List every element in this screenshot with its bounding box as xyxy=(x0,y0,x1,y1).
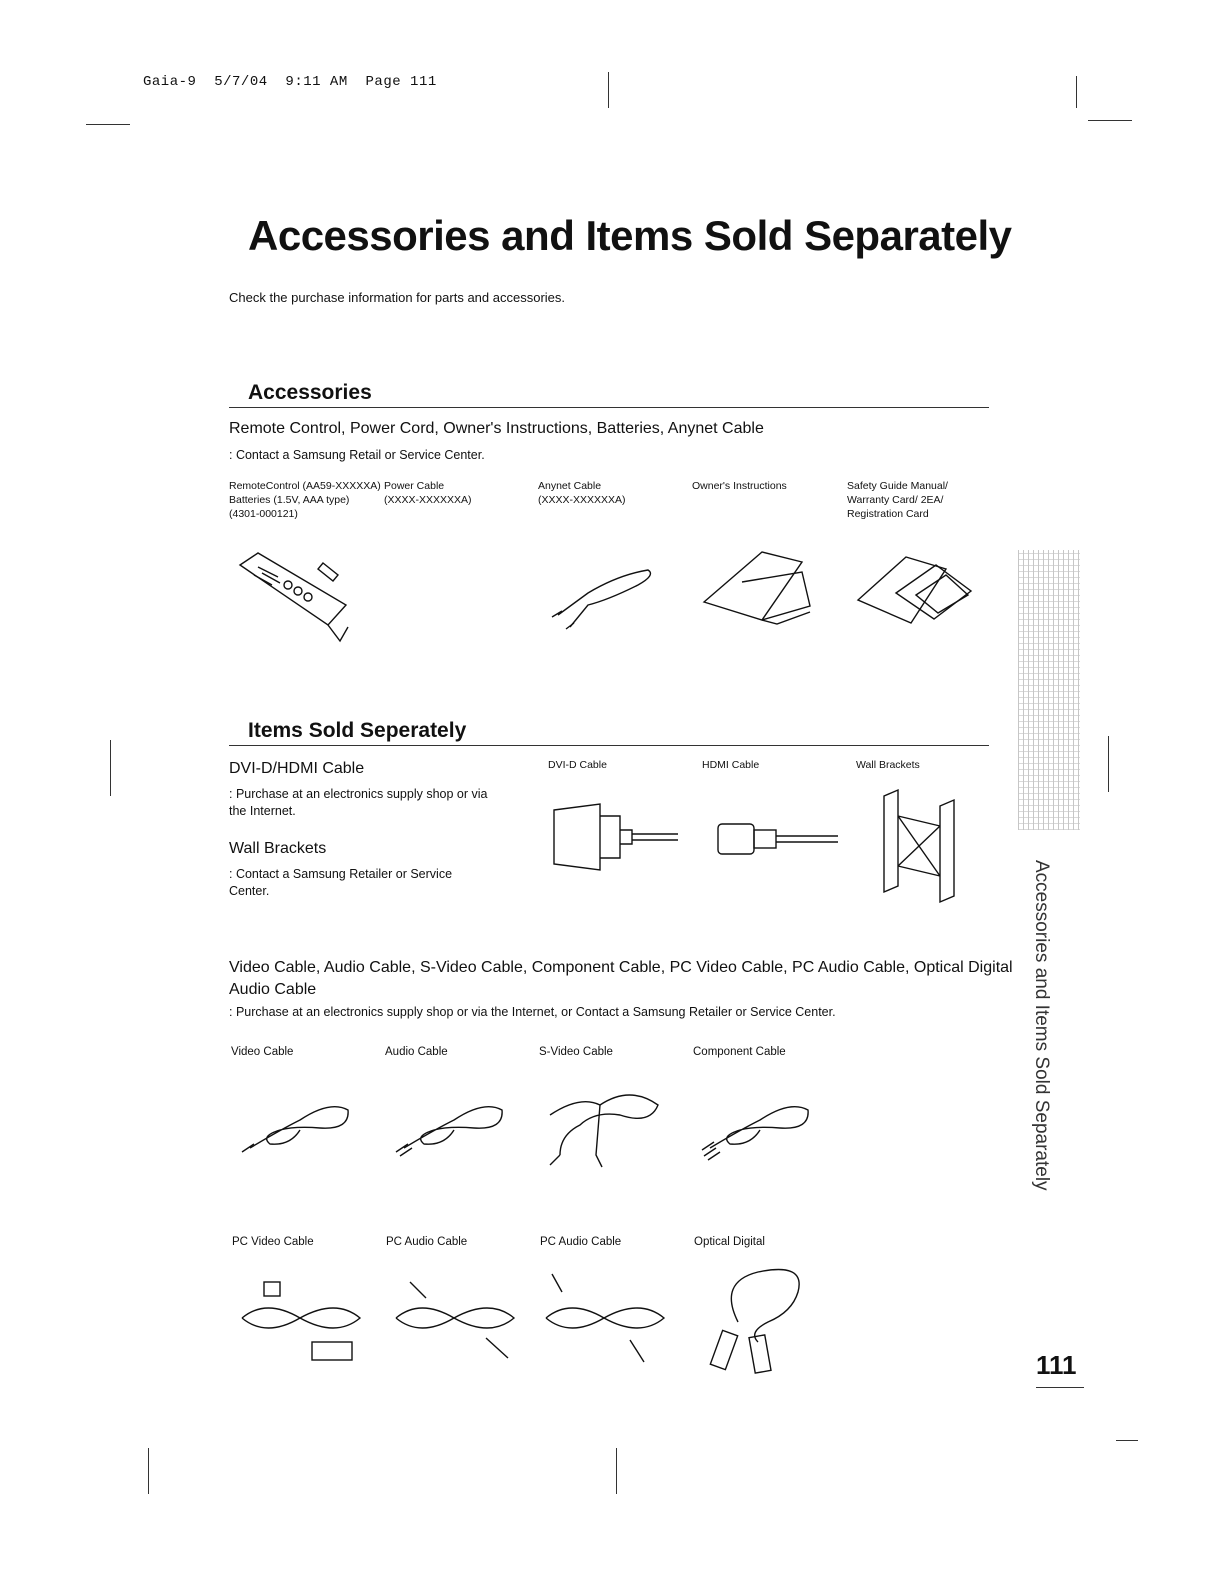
dvi-cable-label: DVI-D Cable xyxy=(548,759,607,771)
pc-audio-cable-icon xyxy=(390,1278,520,1368)
video-cable-icon xyxy=(240,1090,360,1160)
crop-mark xyxy=(1076,76,1077,108)
page-subtitle: Check the purchase information for parts and accessories. xyxy=(229,290,566,305)
anynet-cable-label: Anynet Cable (XXXX-XXXXXXA) xyxy=(538,480,626,506)
accessories-heading: Accessories xyxy=(248,381,372,404)
cables-note: : Purchase at an electronics supply shop or via the Internet, or Contact a Samsung Retailer or Service Center. xyxy=(229,1005,836,1019)
owners-instructions-label: Owner's Instructions xyxy=(692,480,787,492)
crop-mark xyxy=(110,740,111,796)
safety-guide-label: Safety Guide Manual/ Warranty Card/ 2EA/ Registration Card xyxy=(847,480,948,520)
crop-mark xyxy=(86,124,130,125)
optical-digital-label: Optical Digital xyxy=(694,1236,765,1248)
page-number-underline xyxy=(1036,1387,1084,1388)
audio-cable-icon xyxy=(394,1090,514,1160)
crop-mark xyxy=(616,1448,617,1494)
items-sold-heading: Items Sold Seperately xyxy=(248,719,467,742)
crop-mark xyxy=(1116,1440,1138,1441)
s-video-cable-label: S-Video Cable xyxy=(539,1046,613,1058)
cards-icon xyxy=(856,555,976,630)
accessories-description: Remote Control, Power Cord, Owner's Instructions, Batteries, Anynet Cable xyxy=(229,420,764,437)
wall-brackets-note: : Contact a Samsung Retailer or Service Center. xyxy=(229,867,453,898)
pc-audio-cable-label: PC Audio Cable xyxy=(386,1236,468,1248)
anynet-cable-icon xyxy=(548,555,658,635)
power-cable-label: Power Cable (XXXX-XXXXXXA) xyxy=(384,480,472,506)
audio-cable-label: Audio Cable xyxy=(385,1046,448,1058)
print-header: Gaia-9 5/7/04 9:11 AM Page 111 xyxy=(143,74,437,90)
crop-mark xyxy=(1108,736,1109,792)
component-cable-icon xyxy=(700,1090,820,1160)
video-cable-label: Video Cable xyxy=(231,1046,294,1058)
accessories-note: : Contact a Samsung Retail or Service Center. xyxy=(229,448,485,462)
crop-mark xyxy=(148,1448,149,1494)
dvi-hdmi-title: DVI-D/HDMI Cable xyxy=(229,760,365,777)
page-title: Accessories and Items Sold Separately xyxy=(248,212,1012,259)
cables-description: Video Cable, Audio Cable, S-Video Cable, Component Cable, PC Video Cable, PC Audio Cable, Optical Digital Audio Cable xyxy=(229,959,1013,998)
accessories-divider xyxy=(229,407,989,408)
remote-control-label: RemoteControl (AA59-XXXXXA) Batteries (1.5V, AAA type) (4301-000121) xyxy=(229,480,381,520)
optical-digital-cable-icon xyxy=(708,1262,818,1377)
dvi-cable-icon xyxy=(550,800,680,875)
page-number: 111 xyxy=(1036,1350,1077,1380)
wall-brackets-title: Wall Brackets xyxy=(229,840,327,857)
wall-bracket-icon xyxy=(880,786,960,902)
side-tab-label: Accessories and Items Sold Separately xyxy=(1031,860,1052,1191)
hdmi-cable-icon xyxy=(716,820,841,860)
wall-bracket-label: Wall Brackets xyxy=(856,759,920,771)
crop-mark xyxy=(608,72,609,108)
crop-mark xyxy=(1088,120,1132,121)
side-tab-pattern xyxy=(1018,550,1080,830)
dvi-hdmi-note: : Purchase at an electronics supply shop or via the Internet. xyxy=(229,787,488,818)
pc-audio-cable-icon-2 xyxy=(540,1270,670,1370)
pc-video-cable-label: PC Video Cable xyxy=(232,1236,314,1248)
pc-video-cable-icon xyxy=(236,1278,366,1368)
remote-control-icon xyxy=(228,545,358,645)
items-sold-divider xyxy=(229,745,989,746)
s-video-cable-icon xyxy=(540,1085,665,1170)
hdmi-cable-label: HDMI Cable xyxy=(702,759,760,771)
component-cable-label: Component Cable xyxy=(693,1046,786,1058)
manual-icon xyxy=(702,552,812,632)
pc-audio-cable-label-2: PC Audio Cable xyxy=(540,1236,622,1248)
